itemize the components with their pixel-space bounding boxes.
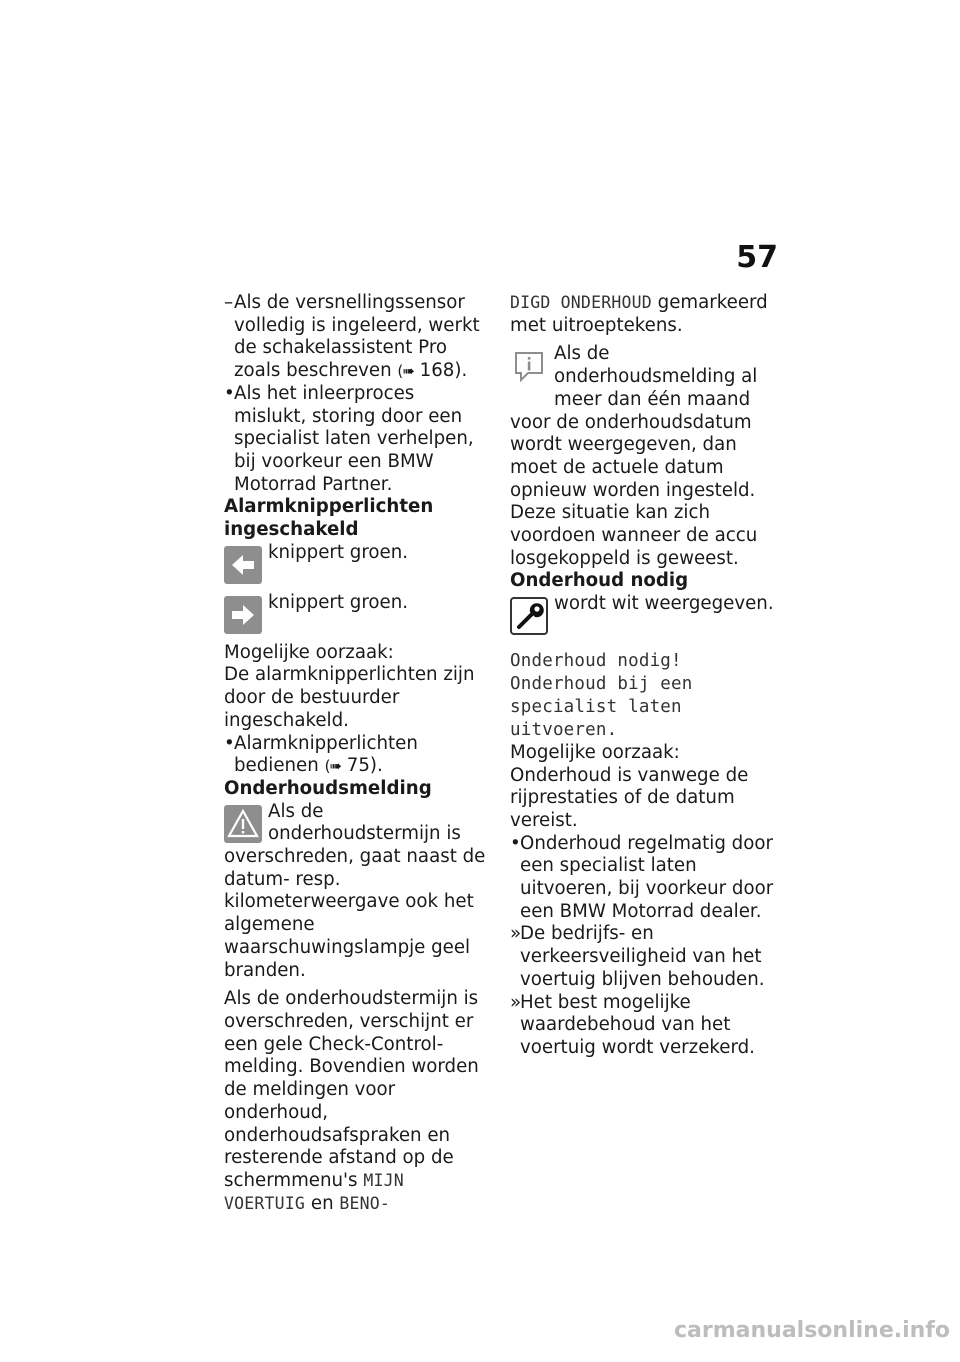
list-item-text: Het best mogelijke waardebehoud van het voertuig wordt verzekerd. — [520, 991, 755, 1058]
cause-label: Mogelijke oorzaak: — [510, 741, 680, 763]
info-paragraph — [510, 343, 786, 570]
list-marker: » — [510, 991, 522, 1013]
list-item — [224, 292, 492, 383]
info-text: Als de onderhoudsmelding al meer dan één maand voor de onderhoudsdatum wordt weergegeven, dan moet de actuele datum opnieuw worden ingesteld. Deze situatie kan zich voordoen wanneer de accu losgekoppeld is geweest. — [510, 343, 758, 569]
hazard-heading: Alarmknipperlichten ingeschakeld — [224, 496, 434, 541]
needed-heading: Onderhoud nodig — [510, 570, 689, 592]
list-item — [510, 923, 786, 991]
service-text: Als de onderhoudstermijn is overschreden, gaat naast de datum- resp. kilometerweergave ook het algemene waarschuwingslampje geel branden. — [224, 800, 486, 981]
right-indicator-row — [224, 592, 492, 636]
cause-text: De alarmknipperlichten zijn door de bestuurder ingeschakeld. — [224, 664, 475, 731]
list-item-text: Als de versnellingssensor volledig is ingeleerd, werkt de schakelassistent Pro zoals beschreven — [234, 292, 480, 382]
right-column — [510, 292, 786, 1060]
list-item-text: De bedrijfs- en verkeersveiligheid van het voertuig blijven behouden. — [520, 923, 765, 990]
page-reference[interactable]: 75). — [346, 755, 383, 777]
list-item — [510, 833, 786, 924]
list-item — [224, 383, 492, 497]
cause-text: Onderhoud is vanwege de rijprestaties of de datum vereist. — [510, 764, 749, 831]
list-item-text: Onderhoud regelmatig door een specialist laten uitvoeren, bij voorkeur door een BMW Motorrad dealer. — [520, 832, 774, 922]
left-indicator-row — [224, 542, 492, 586]
reference-arrow-icon: (➠ — [324, 757, 341, 776]
page-number: 57 — [736, 240, 778, 275]
list-item-text: Als het inleerproces mislukt, storing door een specialist laten verhelpen, bij voorkeur een BMW Motorrad Partner. — [234, 382, 474, 495]
info-icon — [510, 347, 548, 392]
right-indicator-text: knippert groen. — [268, 591, 409, 613]
left-indicator-text: knippert groen. — [268, 541, 409, 563]
menu-benodigd-part2: DIGD ONDERHOUD — [510, 293, 652, 312]
list-item — [224, 733, 492, 778]
reference-arrow-icon: (➠ — [397, 362, 414, 381]
page-reference[interactable]: 168). — [419, 360, 468, 382]
list-item — [510, 992, 786, 1060]
warning-triangle-icon — [224, 805, 262, 843]
service-text-2: Als de onderhoudstermijn is overschreden, verschijnt er een gele Check-Control-melding. Bovendien worden de meldingen voor onderhoud, onderhoudsafspraken en resterende afstand op de schermmenu's MIJN VOERTUIG en BENO- — [224, 988, 479, 1214]
left-column — [224, 292, 492, 1215]
menu-mijn-voertuig: MIJN VOERTUIG — [224, 1170, 404, 1213]
wrench-icon — [510, 597, 548, 642]
list-marker: » — [510, 923, 522, 945]
arrow-left-icon — [224, 546, 262, 584]
display-message: Onderhoud nodig! Onderhoud bij een specialist laten uitvoeren. — [510, 650, 693, 740]
watermark-footer[interactable]: carmanualsonline.info — [674, 1318, 950, 1343]
list-item-text: Alarmknipperlichten bedienen — [234, 732, 418, 777]
service-paragraph — [224, 801, 492, 983]
needed-icon-text: wordt wit weergegeven. — [554, 593, 774, 615]
arrow-right-icon — [224, 596, 262, 634]
marked-paragraph: DIGD ONDERHOUD gemarkeerd met uitroeptekens. — [510, 292, 768, 336]
service-heading: Onderhoudsmelding — [224, 777, 432, 799]
list-marker: • — [224, 382, 235, 404]
list-marker: • — [224, 732, 235, 754]
list-marker: – — [224, 292, 234, 313]
needed-icon-row — [510, 593, 786, 637]
list-marker: • — [510, 832, 521, 854]
cause-label: Mogelijke oorzaak: — [224, 641, 394, 663]
menu-benodigd-part1: BENO- — [339, 1193, 391, 1213]
